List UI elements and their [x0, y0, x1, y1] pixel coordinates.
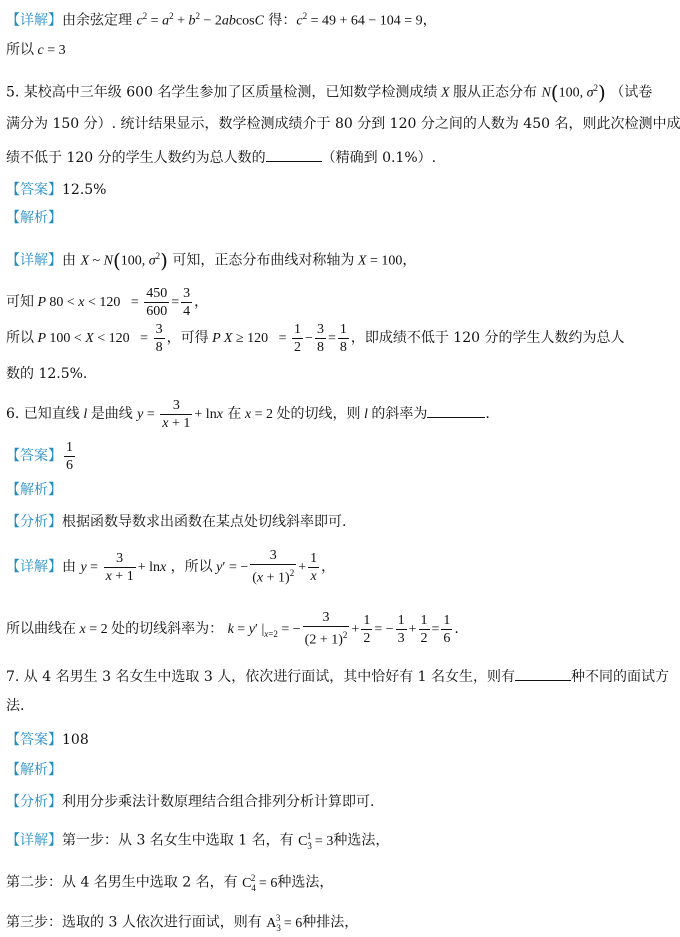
q6-analysis: 【分析】根据函数导数求出函数在某点处切线斜率即可.	[6, 514, 347, 530]
q6-detail-2: 所以曲线在 x = 2 处的切线斜率为： k = y′ $|_{x=2}$ = − $\frac{3}{(2 + 1)^2}$ + $\frac{1}{2}$ = − $\frac{1}{3}$ + $\frac{1}{2}$ = $\frac{1}{6}$ .	[6, 610, 459, 648]
detail-tag: 【详解】	[6, 12, 62, 29]
question-5-line-3: 绩不低于 120 分的学生人数约为总人数的 （精确到 0.1%）.	[6, 147, 650, 168]
q7-step-1: 【详解】第一步：从 3 名女生中选取 1 名，有 $C_3^1 = 3$种选法，	[6, 831, 390, 851]
answer-value: $\frac{1}{6}$	[66, 439, 73, 473]
q5-detail-2: 可知 P 80 < x < 120 = $\frac{450}{600}$ = $\frac{3}{4}$ ，	[6, 285, 209, 319]
answer-value: 108	[62, 732, 89, 748]
q7-step-2: 第二步：从 4 名男生中选取 2 名，有 $C_4^2 = 6$种选法，	[6, 873, 334, 893]
q7-step-3: 第三步：选取的 3 人依次进行面试，则有 $A_3^3 = 6$种排法，	[6, 913, 359, 933]
answer-line: 【答案】12.5%	[6, 182, 107, 198]
analysis-tag: 【解析】	[6, 210, 62, 226]
analysis-tag: 【解析】	[6, 482, 62, 498]
q5-detail-3: 所以 P 100 < X < 120 = $\frac{3}{8}$ ，可得 P X ≥ 120 = $\frac{1}{2}$ − $\frac{3}{8}$ = $\frac{1}{8}$ ，即成绩不低于 120 分的学生人数约为总人	[6, 321, 625, 355]
question-6-line: 6. 已知直线 l 是曲线 y = $\frac{3}{x + 1}$ + lnx 在 x = 2 处的切线，则 l 的斜率为 .	[6, 397, 490, 431]
q5-detail-1: 【详解】由 X ~ N(100, $\sigma^2$) 可知，正态分布曲线对称轴为 X = 100，	[6, 248, 417, 273]
answer-value: 12.5%	[62, 182, 107, 198]
analysis-tag: 【解析】	[6, 762, 62, 778]
answer-blank	[515, 666, 571, 681]
result-line: 所以 c = 3	[6, 42, 66, 58]
answer-line: 【答案】 $\frac{1}{6}$	[6, 439, 73, 473]
answer-blank	[266, 147, 322, 162]
answer-line: 【答案】108	[6, 732, 89, 748]
answer-blank	[427, 403, 485, 418]
question-5-line-1: 5. 某校高中三年级 600 名学生参加了区质量检测，已知数学检测成绩 X 服从正态分布 N(100, $\sigma^2$) （试卷	[6, 80, 653, 105]
q7-analysis: 【分析】利用分步乘法计数原理结合组合排列分析计算即可.	[6, 794, 375, 810]
q5-detail-4: 数的 12.5%.	[6, 366, 88, 382]
cosine-law-line: 【详解】由余弦定理 $c^2 = a^2 + b^2 - 2abcosC$ 得：$c^2 = 49 + 64 - 104 = 9$，	[6, 11, 437, 29]
question-5-line-2: 满分为 150 分）. 统计结果显示，数学检测成绩介于 80 分到 120 分之间的人数为 450 名，则此次检测中成	[6, 116, 680, 132]
question-7-line-2: 法.	[6, 698, 25, 714]
q6-detail-1: 【详解】由 y = $\frac{3}{x + 1}$ + lnx ，所以 y′ = − $\frac{3}{(x + 1)^2}$ + $\frac{1}{x}$ ，	[6, 548, 336, 586]
question-7-line-1: 7. 从 4 名男生 3 名女生中选取 3 人，依次进行面试，其中恰好有 1 名女生，则有 种不同的面试方	[6, 666, 650, 687]
